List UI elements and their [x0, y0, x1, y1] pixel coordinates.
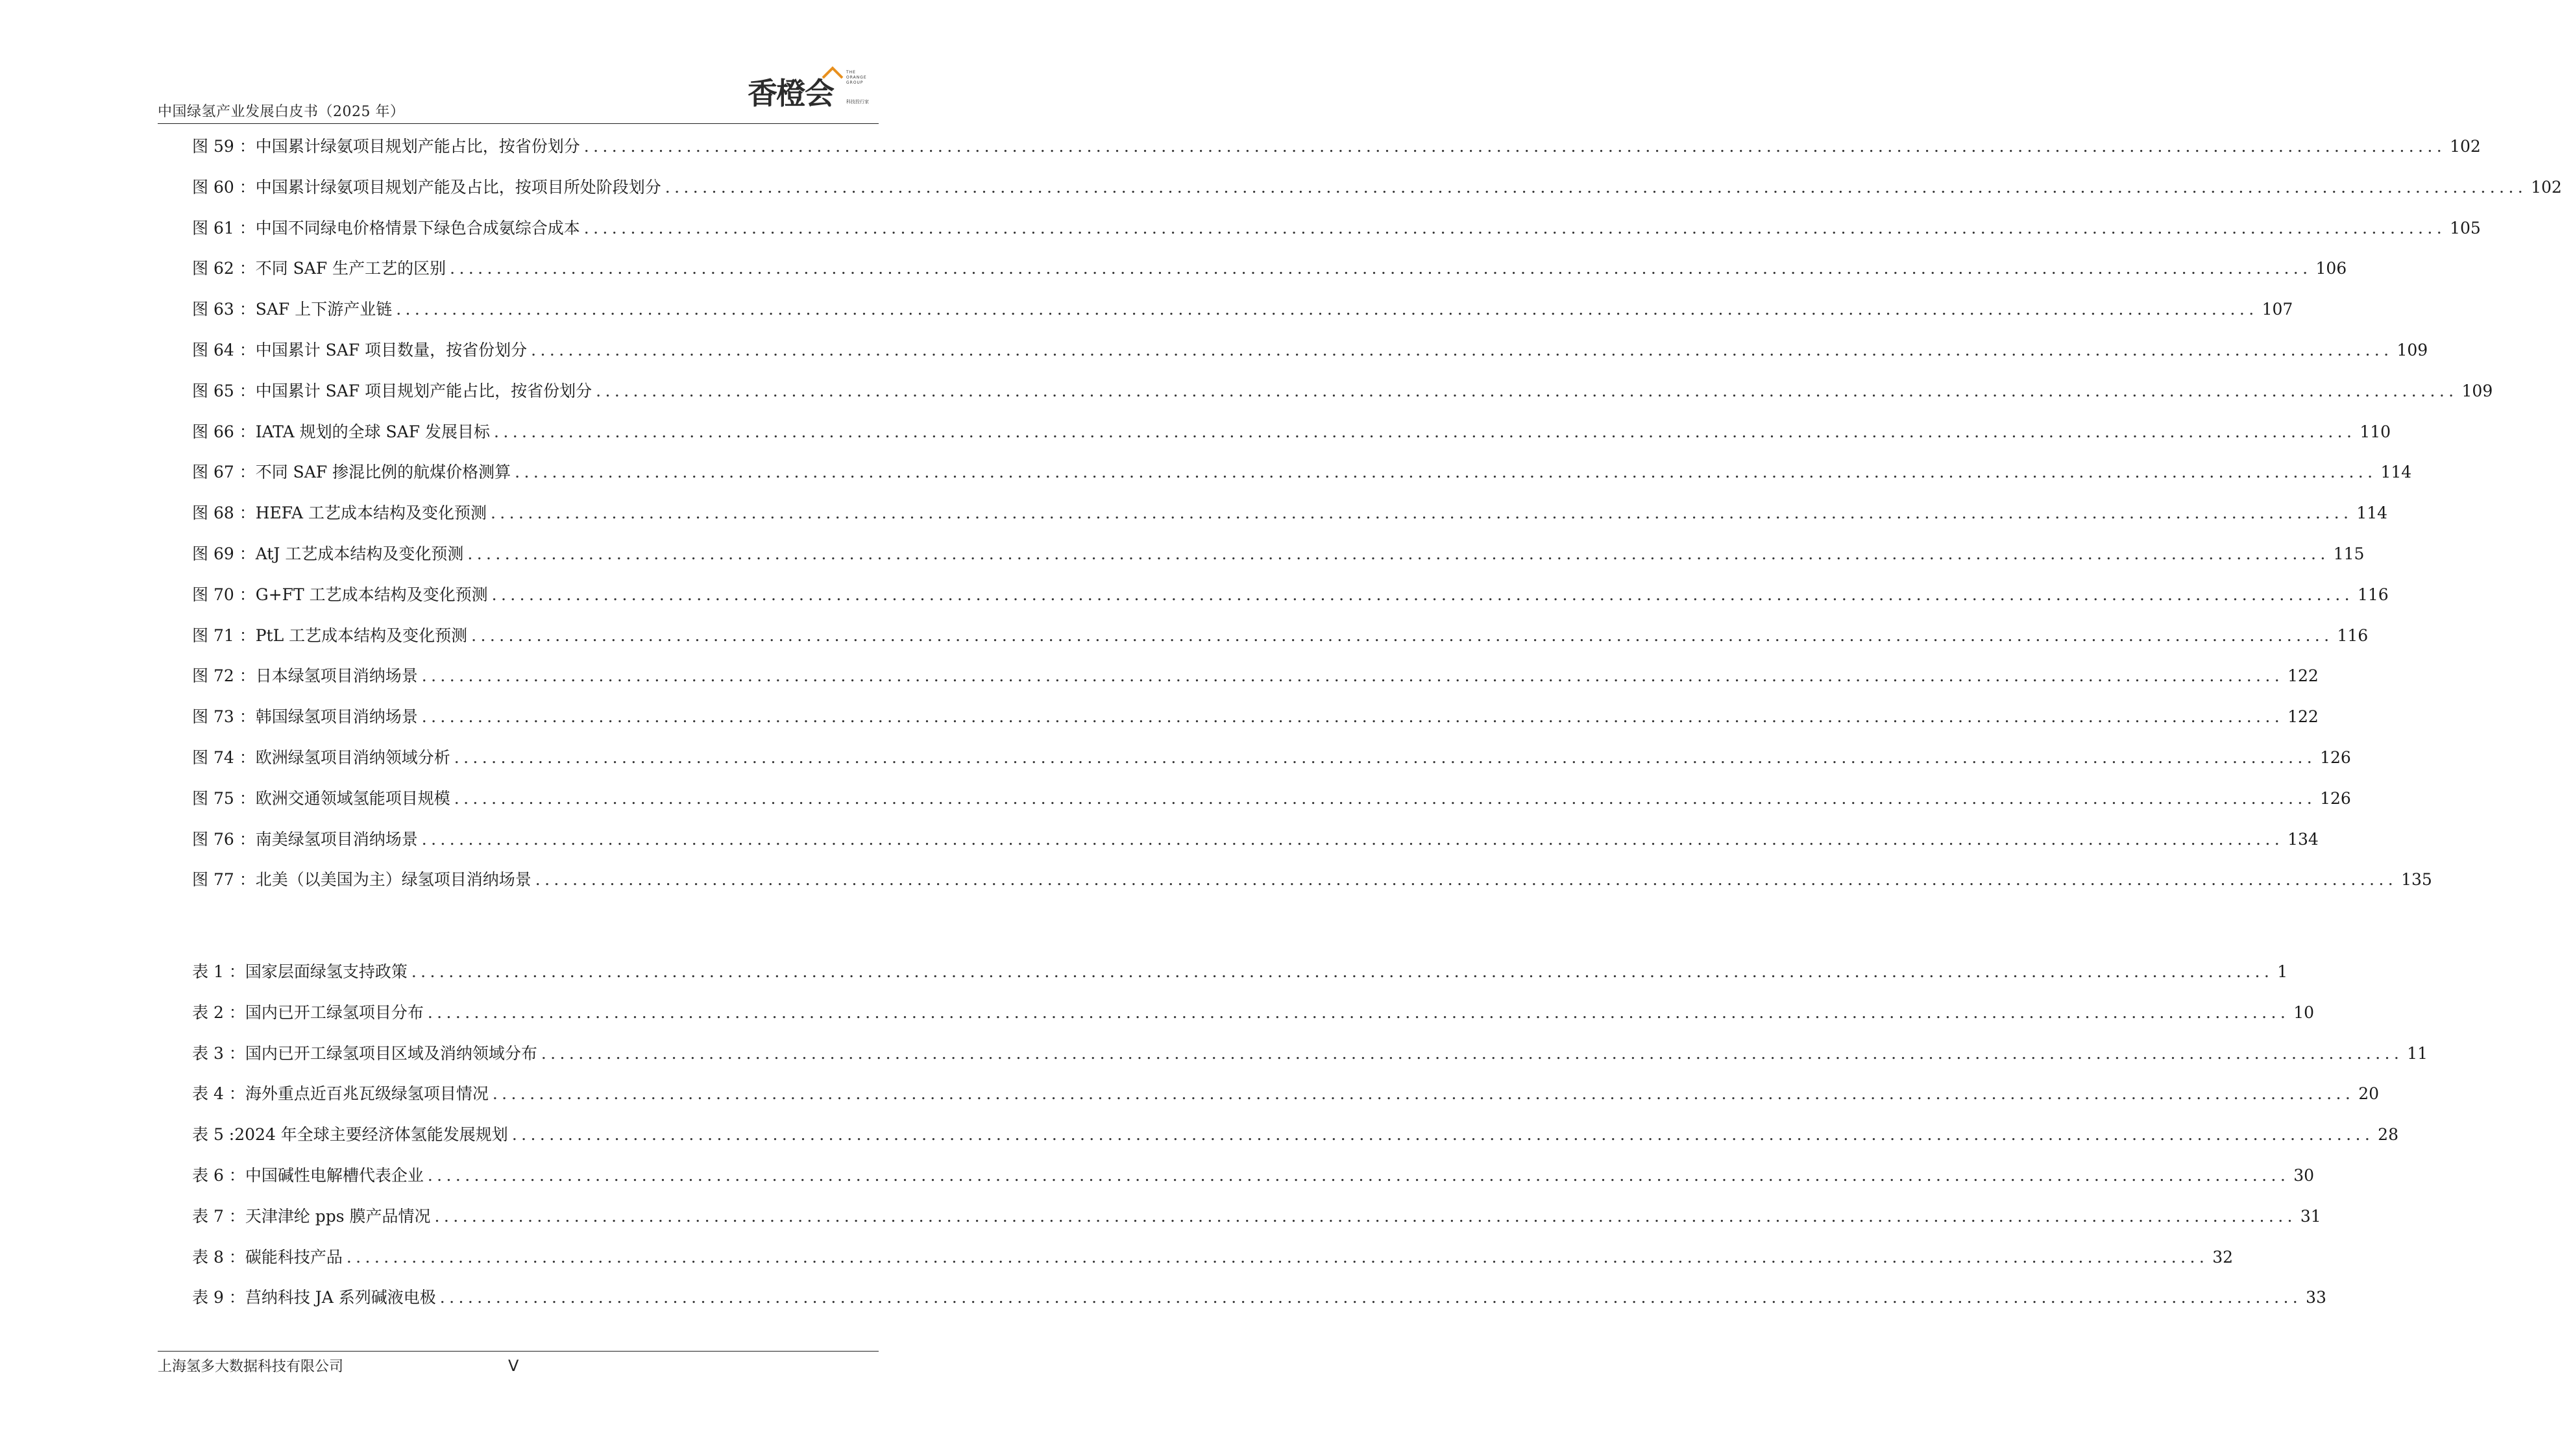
figure-entry-label: 图 73 ： [192, 707, 256, 727]
figure-entry-page: 107 [2262, 300, 2293, 319]
figure-entry-title: PtL 工艺成本结构及变化预测 [255, 625, 468, 645]
figure-entry[interactable] [192, 623, 2369, 649]
table-entry[interactable] [192, 959, 2288, 985]
table-entry-label: 表 2 ： [192, 1002, 245, 1022]
figure-entry-title: G+FT 工艺成本结构及变化预测 [255, 585, 488, 604]
figure-entry-title: 不同 SAF 生产工艺的区别 [255, 259, 446, 278]
dot-leader: ........................................................................................................................................................................................................ [396, 300, 2258, 319]
table-entry-title: 2024 年全球主要经济体氢能发展规划 [234, 1125, 508, 1145]
dot-leader: ........................................................................................................................................................................................................ [434, 1206, 2297, 1226]
dot-leader: ........................................................................................................................................................................................................ [471, 625, 2334, 645]
table-entry-page: 20 [2358, 1084, 2379, 1104]
table-entry-title: 天津津纶 pps 膜产品情况 [245, 1206, 431, 1226]
logo-subtitle: 科技投行家 [846, 99, 869, 104]
table-entry-page: 32 [2212, 1247, 2233, 1267]
figure-entry-label: 图 69 ： [192, 544, 256, 563]
figure-entry-page: 134 [2288, 829, 2319, 849]
dot-leader: ........................................................................................................................................................................................................ [411, 962, 2274, 981]
figure-entry-page: 109 [2461, 381, 2493, 400]
figure-entry[interactable] [192, 500, 2388, 526]
figure-entry-label: 图 66 ： [192, 422, 256, 441]
figure-entry[interactable] [192, 786, 2351, 812]
table-entry-title: 海外重点近百兆瓦级绿氢项目情况 [245, 1084, 489, 1104]
figure-entry-page: 116 [2357, 585, 2389, 604]
figure-entry-label: 图 61 ： [192, 218, 256, 237]
figure-entry-title: AtJ 工艺成本结构及变化预测 [255, 544, 464, 563]
figure-entry-page: 114 [2380, 463, 2412, 482]
figure-entry-title: 日本绿氢项目消纳场景 [255, 666, 418, 686]
figure-entry[interactable] [192, 175, 2562, 200]
figure-entry[interactable] [192, 215, 2481, 241]
figure-entry-title: 中国累计 SAF 项目规划产能占比，按省份划分 [255, 381, 592, 400]
dot-leader: ........................................................................................................................................................................................................ [490, 504, 2353, 523]
dot-leader: ........................................................................................................................................................................................................ [491, 585, 2354, 604]
figure-entry-title: 欧洲绿氢项目消纳领域分析 [255, 748, 450, 767]
figure-entry-label: 图 59 ： [192, 137, 256, 156]
logo-text: 香橙会 [748, 76, 833, 111]
table-entry-title: 莒纳科技 JA 系列碱液电极 [245, 1288, 436, 1307]
table-entry-page: 31 [2300, 1206, 2321, 1226]
table-entry-label: 表 9 ： [192, 1288, 245, 1307]
dot-leader: ........................................................................................................................................................................................................ [427, 1166, 2290, 1185]
table-entry-page: 28 [2378, 1125, 2398, 1145]
dot-leader: ........................................................................................................................................................................................................ [583, 218, 2446, 237]
figure-entry-label: 图 74 ： [192, 748, 256, 767]
dot-leader: ........................................................................................................................................................................................................ [454, 788, 2317, 808]
figure-entry[interactable] [192, 745, 2351, 771]
figure-entry-label: 图 71 ： [192, 625, 256, 645]
figure-entry[interactable] [192, 704, 2319, 730]
table-entry[interactable] [192, 1041, 2428, 1067]
table-entry-label: 表 5 : [192, 1125, 235, 1145]
table-entry[interactable] [192, 1000, 2314, 1026]
figure-entry-page: 115 [2333, 544, 2365, 563]
dot-leader: ........................................................................................................................................................................................................ [346, 1247, 2209, 1267]
figure-entry-label: 图 62 ： [192, 259, 256, 278]
figure-entry-title: HEFA 工艺成本结构及变化预测 [255, 504, 487, 523]
figure-entry[interactable] [192, 663, 2319, 689]
figure-entry-label: 图 75 ： [192, 788, 256, 808]
table-entry-title: 碳能科技产品 [245, 1247, 343, 1267]
figure-entry[interactable] [192, 541, 2365, 567]
dot-leader: ........................................................................................................................................................................................................ [541, 1043, 2404, 1063]
table-entry[interactable] [192, 1204, 2321, 1230]
figure-entry[interactable] [192, 378, 2493, 404]
table-entry-page: 10 [2293, 1002, 2314, 1022]
table-entry-page: 33 [2306, 1288, 2326, 1307]
figure-entry-title: SAF 上下游产业链 [255, 300, 393, 319]
document-title: 中国绿氢产业发展白皮书（2025 年） [158, 104, 405, 120]
figure-entry[interactable] [192, 337, 2428, 363]
figure-entry[interactable] [192, 419, 2391, 445]
page-footer [158, 1351, 879, 1375]
table-entry[interactable] [192, 1163, 2314, 1189]
figure-entry-title: IATA 规划的全球 SAF 发展目标 [255, 422, 491, 441]
figure-entry-title: 中国累计绿氨项目规划产能及占比，按项目所处阶段划分 [255, 177, 661, 197]
table-entry-label: 表 1 ： [192, 962, 245, 981]
figure-entry-title: 不同 SAF 掺混比例的航煤价格测算 [255, 463, 511, 482]
figure-entry[interactable] [192, 297, 2293, 322]
figure-entry-label: 图 77 ： [192, 870, 256, 890]
dot-leader: ........................................................................................................................................................................................................ [531, 341, 2393, 359]
dot-leader: ........................................................................................................................................................................................................ [421, 666, 2284, 686]
dot-leader: ........................................................................................................................................................................................................ [467, 544, 2330, 563]
dot-leader: ........................................................................................................................................................................................................ [421, 829, 2284, 849]
figure-entry-title: 中国累计绿氨项目规划产能占比，按省份划分 [255, 137, 580, 156]
table-entry-label: 表 8 ： [192, 1247, 245, 1267]
figure-entry-title: 中国累计 SAF 项目数量，按省份划分 [255, 341, 528, 359]
figure-entry-page: 105 [2450, 218, 2481, 237]
dot-leader: ........................................................................................................................................................................................................ [494, 422, 2356, 441]
figure-entry-page: 102 [2531, 177, 2562, 197]
dot-leader: ........................................................................................................................................................................................................ [421, 707, 2284, 727]
dot-leader: ........................................................................................................................................................................................................ [596, 381, 2458, 400]
figure-entry-label: 图 72 ： [192, 666, 256, 686]
figure-entry-title: 中国不同绿电价格情景下绿色合成氨综合成本 [255, 218, 580, 237]
dot-leader: ........................................................................................................................................................................................................ [515, 463, 2377, 482]
table-entry[interactable] [192, 1081, 2379, 1107]
company-logo [742, 65, 879, 112]
figure-entry-title: 韩国绿氢项目消纳场景 [255, 707, 418, 727]
figure-entry-page: 122 [2288, 666, 2319, 686]
dot-leader: ........................................................................................................................................................................................................ [454, 748, 2317, 767]
figure-entry-page: 106 [2315, 259, 2347, 278]
figure-entry-page: 102 [2450, 137, 2481, 156]
figure-entry[interactable] [192, 134, 2481, 160]
logo-en-text: THE ORANGE GROUP [846, 70, 867, 85]
figure-entry-label: 图 65 ： [192, 381, 256, 400]
table-entry-label: 表 6 ： [192, 1166, 245, 1185]
figure-entry-page: 126 [2320, 748, 2351, 767]
table-entry-label: 表 3 ： [192, 1043, 245, 1063]
figure-entry-label: 图 67 ： [192, 463, 256, 482]
figure-entry-page: 122 [2288, 707, 2319, 727]
dot-leader: ........................................................................................................................................................................................................ [511, 1125, 2374, 1145]
dot-leader: ........................................................................................................................................................................................................ [450, 259, 2312, 278]
figure-entry[interactable] [192, 582, 2389, 608]
table-entry-title: 国内已开工绿氢项目分布 [245, 1002, 424, 1022]
figure-entry[interactable] [192, 867, 2432, 893]
table-entry-label: 表 4 ： [192, 1084, 245, 1104]
table-entry-page: 30 [2293, 1166, 2314, 1185]
dot-leader: ........................................................................................................................................................................................................ [427, 1002, 2290, 1022]
dot-leader: ........................................................................................................................................................................................................ [665, 177, 2528, 197]
dot-leader: ........................................................................................................................................................................................................ [583, 137, 2446, 156]
figure-entry-page: 110 [2360, 422, 2391, 441]
figure-entry[interactable] [192, 459, 2412, 485]
figure-entry-label: 图 70 ： [192, 585, 256, 604]
figure-entry-label: 图 64 ： [192, 341, 256, 359]
figure-entry-title: 欧洲交通领域氢能项目规模 [255, 788, 450, 808]
figure-entry-page: 116 [2337, 625, 2369, 645]
table-entry-title: 国内已开工绿氢项目区域及消纳领域分布 [245, 1043, 537, 1063]
figure-entry[interactable] [192, 827, 2319, 853]
dot-leader: ........................................................................................................................................................................................................ [492, 1084, 2355, 1104]
table-entry[interactable] [192, 1285, 2326, 1311]
figure-entry-title: 南美绿氢项目消纳场景 [255, 829, 418, 849]
figure-entry-label: 图 60 ： [192, 177, 256, 197]
figure-entry-page: 114 [2356, 504, 2388, 523]
page-header [158, 65, 879, 124]
table-entry-title: 中国碱性电解槽代表企业 [245, 1166, 424, 1185]
dot-leader: ........................................................................................................................................................................................................ [535, 870, 2398, 890]
figure-entry-label: 图 63 ： [192, 300, 256, 319]
figure-entry[interactable] [192, 256, 2347, 282]
page-number: V [508, 1357, 519, 1375]
dot-leader: ........................................................................................................................................................................................................ [439, 1288, 2302, 1307]
table-entry-page: 1 [2277, 962, 2288, 981]
table-entry-page: 11 [2407, 1043, 2428, 1063]
figure-entry-page: 126 [2320, 788, 2351, 808]
table-entry[interactable] [192, 1122, 2398, 1148]
footer-company: 上海氢多大数据科技有限公司 [158, 1359, 344, 1375]
figure-entry-label: 图 76 ： [192, 829, 256, 849]
table-entry[interactable] [192, 1244, 2233, 1270]
figure-entry-page: 109 [2397, 341, 2428, 359]
table-entry-title: 国家层面绿氢支持政策 [245, 962, 408, 981]
figure-entry-label: 图 68 ： [192, 504, 256, 523]
figure-entry-page: 135 [2401, 870, 2432, 890]
figure-entry-title: 北美（以美国为主）绿氢项目消纳场景 [255, 870, 531, 890]
table-entry-label: 表 7 ： [192, 1206, 245, 1226]
